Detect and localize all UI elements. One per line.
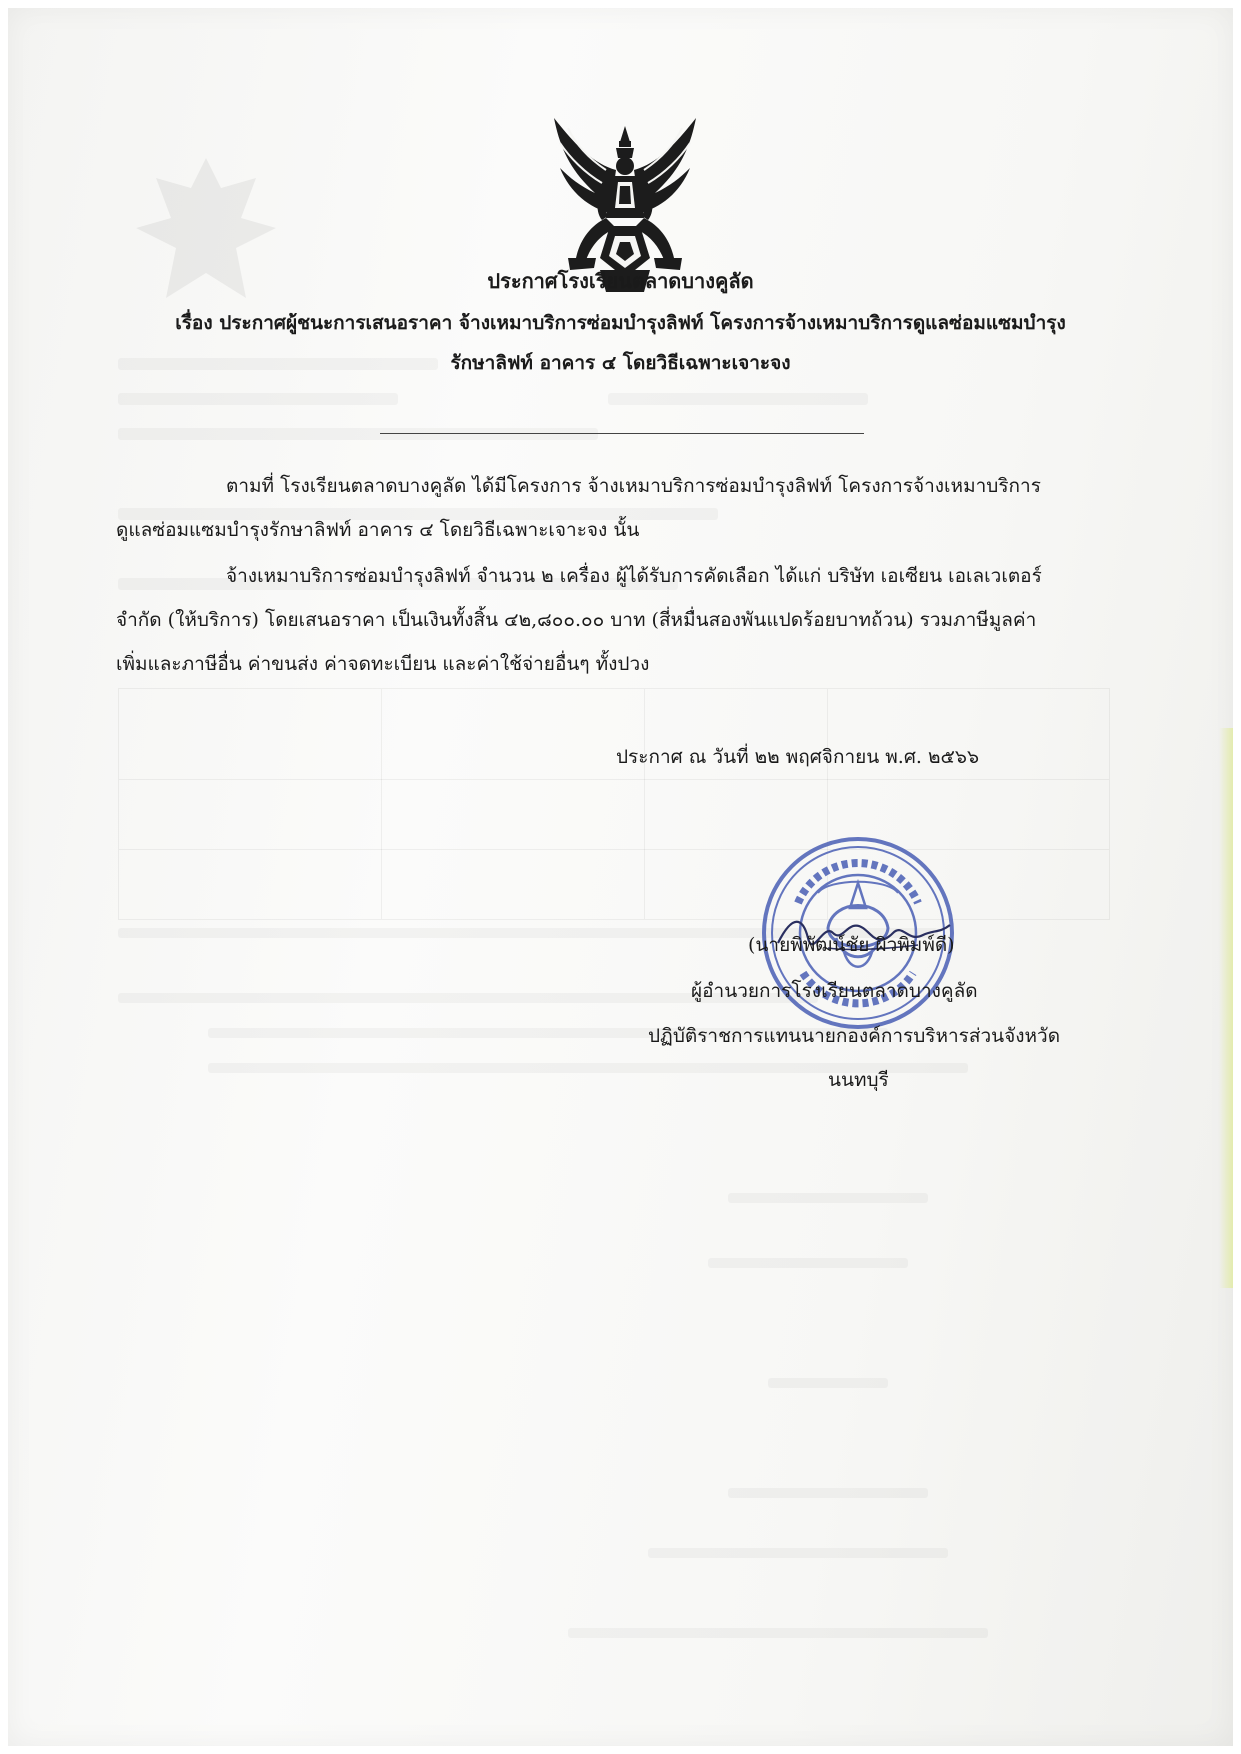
ghost-text-line xyxy=(648,1548,948,1558)
announcement-header: ประกาศโรงเรียนตลาดบางคูลัด xyxy=(487,269,754,293)
ghost-text-line xyxy=(608,393,868,405)
paragraph-1-line-2: ดูแลซ่อมแซมบำรุงรักษาลิฟท์ อาคาร ๔ โดยวิธีเฉพาะเจาะจง นั้น xyxy=(116,519,640,541)
paragraph-2-line-3: เพิ่มและภาษีอื่น ค่าขนส่ง ค่าจดทะเบียน และค่าใช้จ่ายอื่นๆ ทั้งปวง xyxy=(116,653,650,675)
subject-line-2: รักษาลิฟท์ อาคาร ๔ โดยวิธีเฉพาะเจาะจง xyxy=(450,352,791,374)
ghost-text-line xyxy=(118,393,398,405)
document-page xyxy=(8,8,1233,1746)
ghost-text-line xyxy=(728,1488,928,1498)
subject-line-1: เรื่อง ประกาศผู้ชนะการเสนอราคา จ้างเหมาบริการซ่อมบำรุงลิฟท์ โครงการจ้างเหมาบริการดูแลซ่อมแซมบำรุง xyxy=(175,312,1066,334)
ghost-text-line xyxy=(118,428,598,440)
signatory-title-2: ปฏิบัติราชการแทนนายกองค์การบริหารส่วนจังหวัด xyxy=(648,1025,1061,1047)
paragraph-2-line-1: จ้างเหมาบริการซ่อมบำรุงลิฟท์ จำนวน ๒ เครื่อง ผู้ได้รับการคัดเลือก ได้แก่ บริษัท เอเซียน เอเลเวเตอร์ xyxy=(226,565,1042,587)
announcement-date: ประกาศ ณ วันที่ ๒๒ พฤศจิกายน พ.ศ. ๒๕๖๖ xyxy=(616,746,980,768)
paragraph-2-line-2: จำกัด (ให้บริการ) โดยเสนอราคา เป็นเงินทั้งสิ้น ๔๒,๘๐๐.๐๐ บาท (สี่หมื่นสองพันแปดร้อยบาทถ้วน) รวมภาษีมูลค่า xyxy=(116,609,1037,631)
signatory-title-1: ผู้อำนวยการโรงเรียนตลาดบางคูลัด xyxy=(691,980,978,1002)
ghost-text-line xyxy=(768,1378,888,1388)
paragraph-1-line-1: ตามที่ โรงเรียนตลาดบางคูลัด ได้มีโครงการ จ้างเหมาบริการซ่อมบำรุงลิฟท์ โครงการจ้างเหมาบริการ xyxy=(226,475,1041,497)
header-divider xyxy=(380,433,864,434)
ghost-text-line xyxy=(728,1193,928,1203)
ghost-text-line xyxy=(708,1258,908,1268)
ghost-text-line xyxy=(568,1628,988,1638)
signatory-name: (นายพิพัฒน์ชัย ผิวพิมพ์ดี) xyxy=(748,934,955,956)
page-edge-tint xyxy=(1219,728,1233,1288)
signatory-title-3: นนทบุรี xyxy=(828,1069,889,1091)
ghost-table xyxy=(118,688,1110,920)
